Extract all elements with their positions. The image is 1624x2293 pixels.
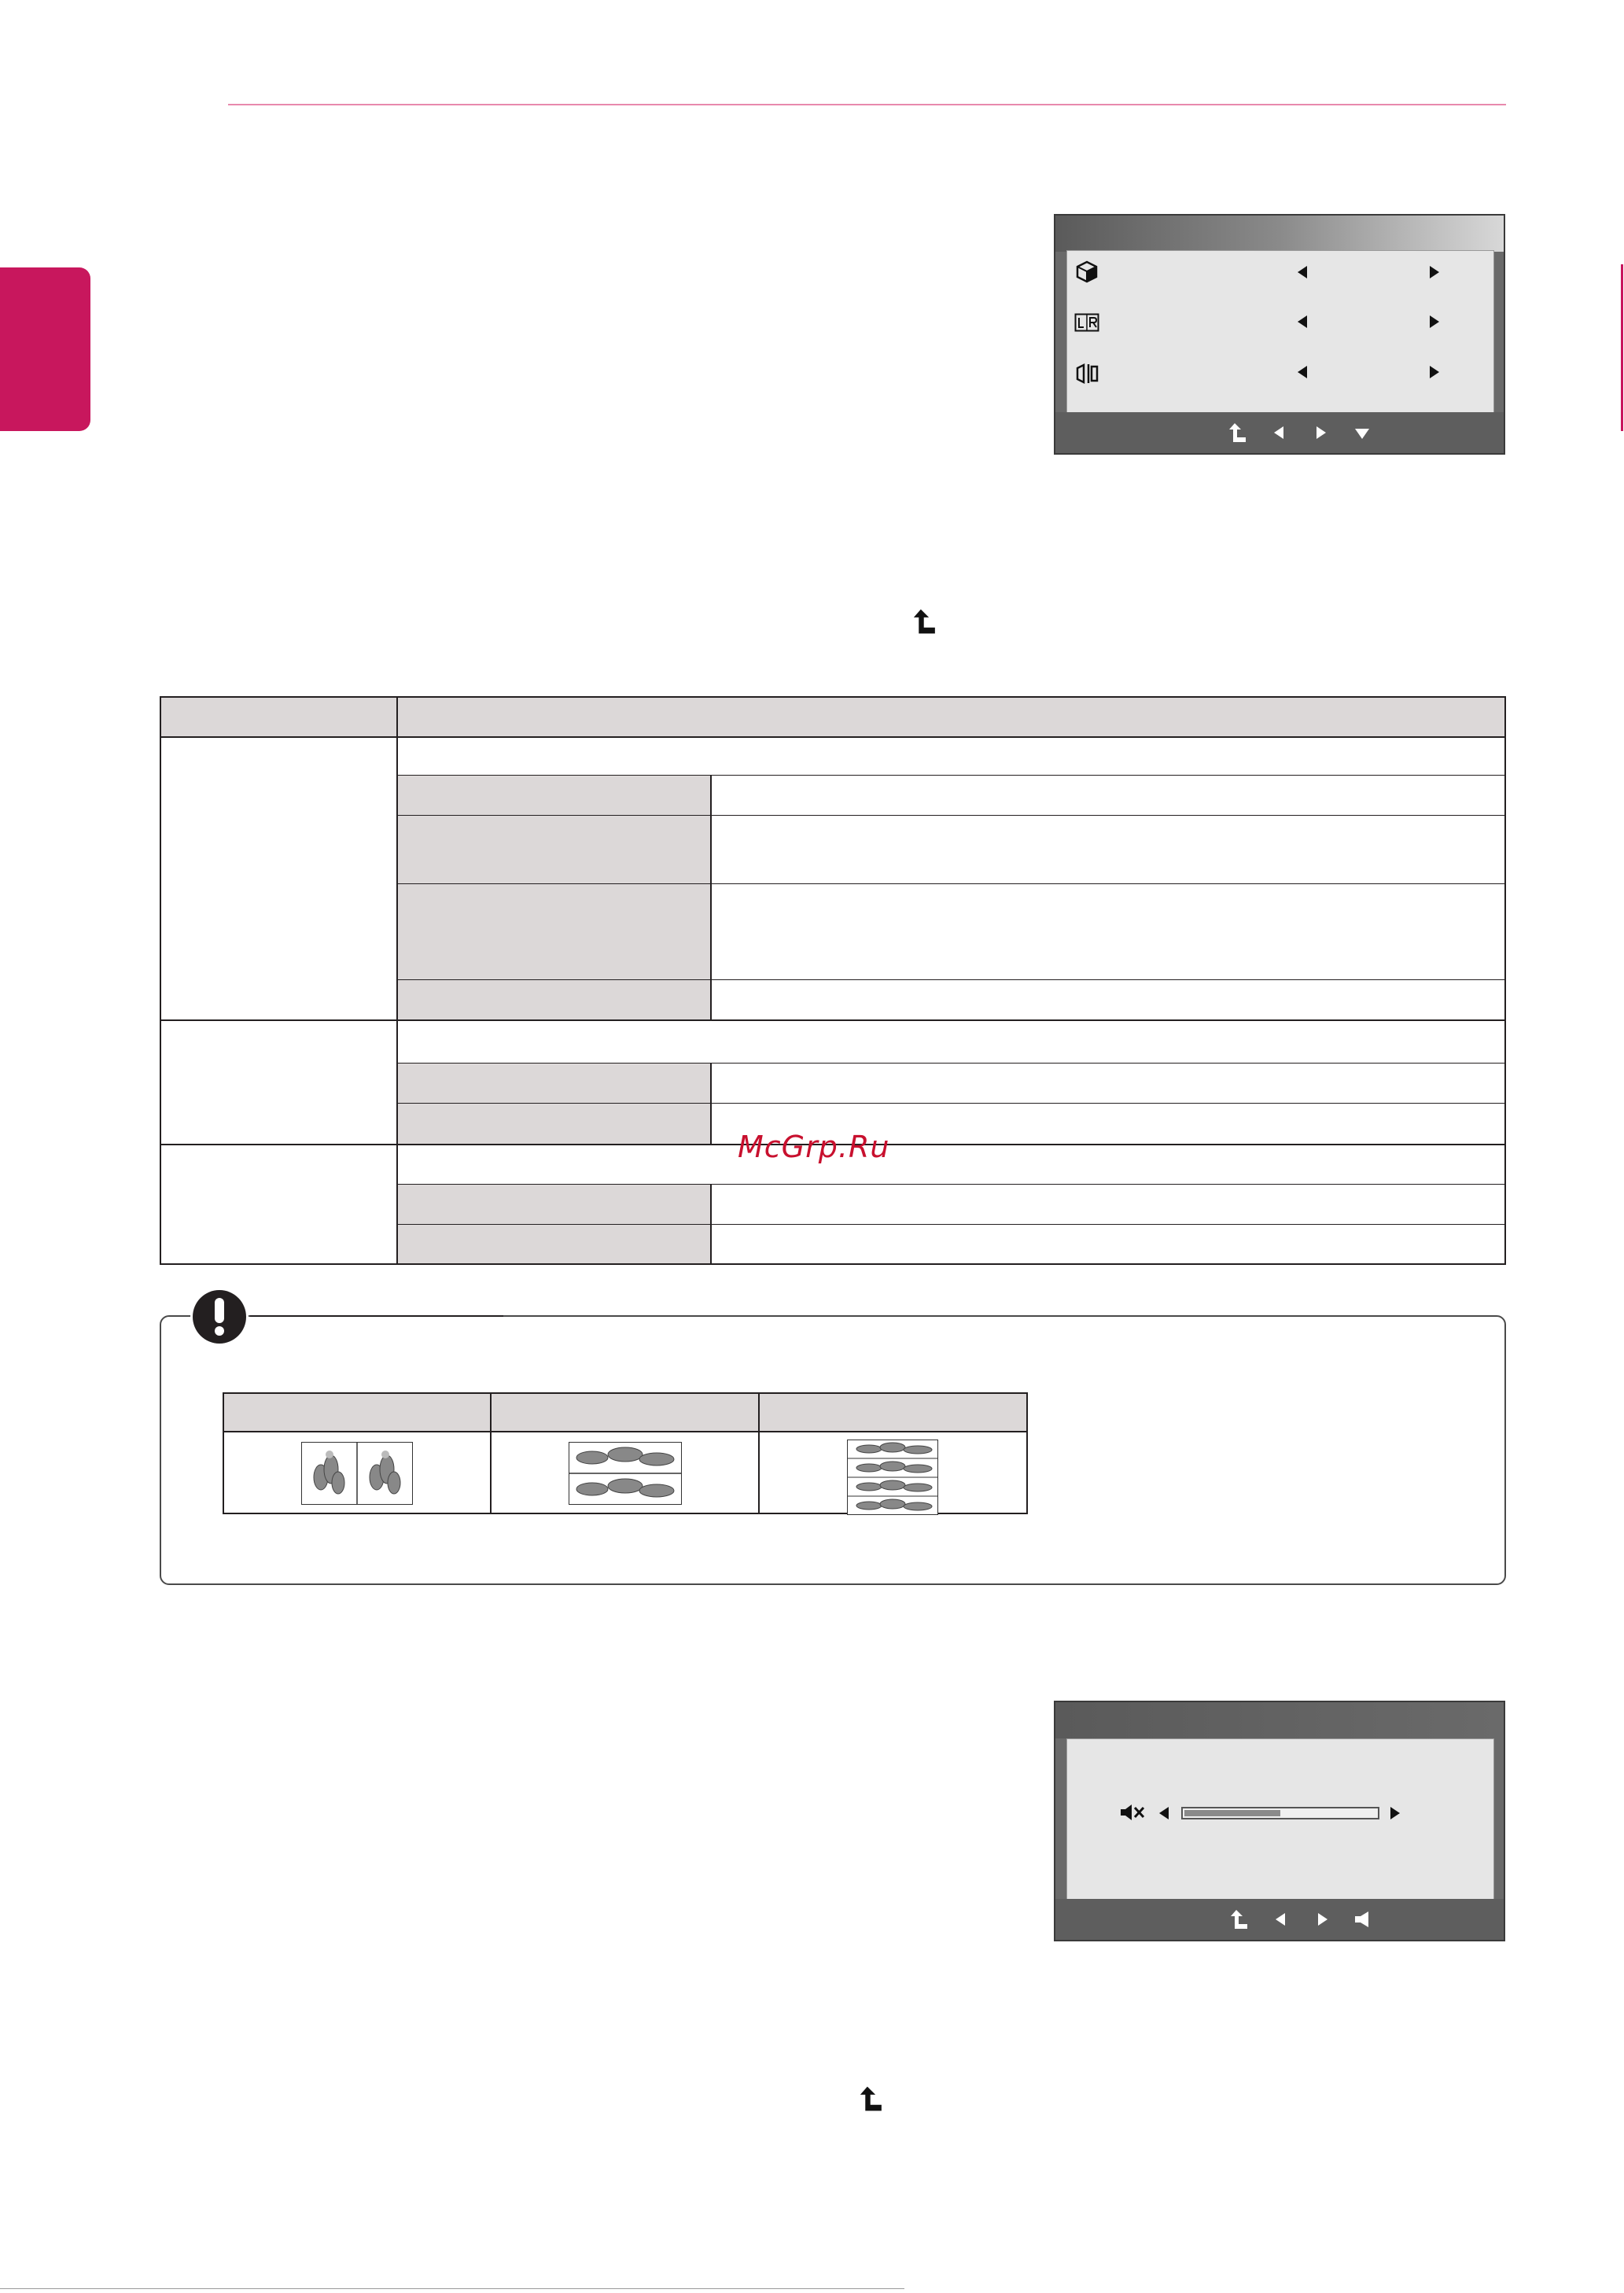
row2-right-arrow-icon[interactable] — [1428, 315, 1441, 329]
table-row — [397, 1185, 711, 1225]
row3-left-arrow-icon[interactable] — [1296, 365, 1309, 379]
right-arrow-icon[interactable] — [1317, 1912, 1329, 1926]
table-row — [397, 776, 711, 816]
table-row — [397, 816, 711, 884]
osd-title-bar — [1055, 1702, 1504, 1738]
table-row — [397, 1225, 711, 1265]
exclamation-icon — [190, 1287, 249, 1347]
table-header-col2 — [397, 696, 1506, 737]
table-row — [397, 884, 711, 980]
row1-right-arrow-icon[interactable] — [1428, 265, 1441, 279]
watermark: McGrp.Ru — [738, 1130, 890, 1164]
footer-rule — [0, 2288, 904, 2289]
left-arrow-icon[interactable] — [1274, 1912, 1287, 1926]
row1-left-arrow-icon[interactable] — [1296, 265, 1309, 279]
lr-icon — [1074, 313, 1099, 332]
inline-return-icon — [912, 607, 937, 636]
language-tab — [0, 267, 90, 431]
return-icon[interactable] — [1228, 422, 1247, 444]
settings-table — [160, 696, 1506, 1265]
format-header-3 — [759, 1392, 1028, 1432]
left-arrow-icon[interactable] — [1272, 426, 1285, 440]
cube-icon — [1075, 260, 1099, 283]
line-interleaved-image — [847, 1440, 938, 1515]
table-row — [397, 980, 711, 1020]
depth-icon — [1074, 362, 1099, 385]
page-edge-marker — [1621, 264, 1623, 431]
row2-left-arrow-icon[interactable] — [1296, 315, 1309, 329]
format-image-table — [223, 1392, 1028, 1514]
return-icon[interactable] — [1230, 1908, 1249, 1930]
header-rule — [228, 104, 1506, 105]
table-header-col1 — [160, 696, 397, 737]
inline-return-icon — [859, 2085, 884, 2113]
osd-title-bar — [1055, 216, 1504, 252]
osd-volume-menu — [1054, 1701, 1505, 1941]
volume-slider[interactable] — [1181, 1807, 1379, 1819]
side-by-side-image — [301, 1442, 413, 1505]
volume-level-fill — [1184, 1810, 1280, 1816]
mute-speaker-icon — [1120, 1804, 1145, 1821]
osd-3d-menu — [1054, 214, 1505, 455]
right-arrow-icon[interactable] — [1315, 426, 1328, 440]
volume-right-arrow-icon[interactable] — [1389, 1806, 1401, 1820]
format-header-1 — [223, 1392, 491, 1432]
down-arrow-icon[interactable] — [1354, 427, 1370, 440]
note-title-rule — [250, 1315, 503, 1317]
table-row — [397, 1064, 711, 1104]
row3-right-arrow-icon[interactable] — [1428, 365, 1441, 379]
table-row — [397, 1104, 711, 1144]
top-bottom-image — [569, 1442, 682, 1505]
volume-left-arrow-icon[interactable] — [1158, 1806, 1170, 1820]
speaker-icon[interactable] — [1354, 1911, 1373, 1927]
format-header-2 — [491, 1392, 759, 1432]
